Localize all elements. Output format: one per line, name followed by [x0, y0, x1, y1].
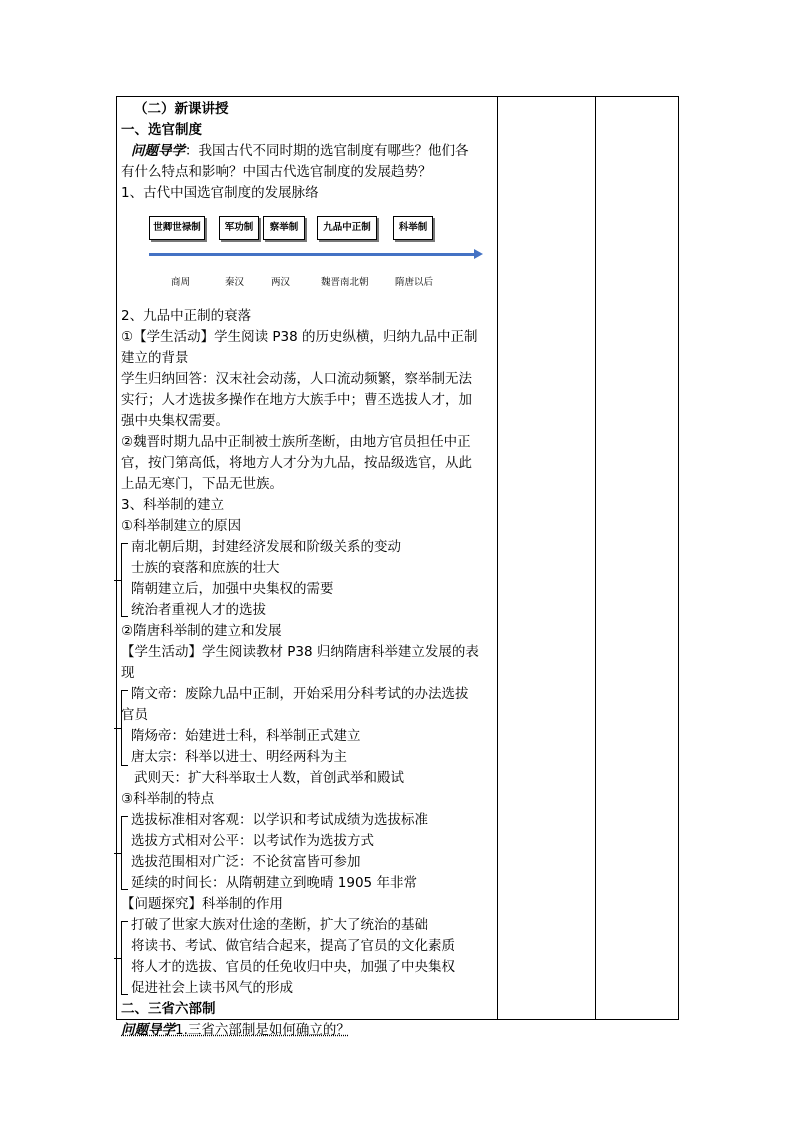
section-title: 一、选官制度	[121, 122, 202, 138]
effects-group	[121, 915, 493, 999]
list-item: 打破了世家大族对仕途的垄断，扩大了统治的基础	[131, 917, 428, 933]
list-item: 武则天：扩大科举取士人数，首创武举和殿试	[134, 770, 404, 786]
timeline-period: 秦汉	[225, 277, 245, 288]
section-title: 二、三省六部制	[121, 1001, 216, 1017]
list-item: 隋朝建立后，加强中央集权的需要	[131, 581, 334, 597]
list-item: 将读书、考试、做官结合起来，提高了官员的文化素质	[131, 938, 455, 954]
list-item: 将人才的选拔、官员的任免收归中央，加强了中央集权	[131, 959, 455, 975]
answer-text: 实行；人才选拔多操作在地方大族手中；曹丕选拔人才，加	[121, 392, 472, 408]
guide-question-cont: 有什么特点和影响？中国古代选官制度的发展趋势？	[121, 164, 432, 180]
brace-icon	[121, 690, 128, 766]
subsection-title: 2、九品中正制的衰落	[121, 308, 252, 324]
lesson-table	[116, 96, 679, 1038]
list-item: 统治者重视人才的选拔	[131, 602, 266, 618]
reasons-group	[121, 537, 493, 621]
timeline-period: 隋唐以后	[395, 277, 434, 288]
guide-label: 问题导学	[131, 143, 185, 159]
guide-question: 问题导学1.三省六部制是如何确立的？	[121, 1022, 350, 1038]
list-item: 隋炀帝：始建进士科，科举制正式建立	[131, 728, 361, 744]
list-item: 南北朝后期，封建经济发展和阶级关系的变动	[131, 539, 401, 555]
paragraph-text: 上品无寒门，下品无世族。	[121, 476, 283, 492]
list-item: 选拔范围相对广泛：不论贫富皆可参加	[131, 854, 361, 870]
timeline-box: 世卿世禄制	[149, 216, 205, 240]
activity-text: ①【学生活动】学生阅读 P38 的历史纵横，归纳九品中正制	[121, 329, 478, 345]
point-title: ③科举制的特点	[121, 791, 215, 807]
paragraph-text: 官，按门第高低，将地方人才分为九品，按品级选官，从此	[121, 455, 472, 471]
list-item: 士族的衰落和庶族的壮大	[131, 560, 280, 576]
development-group	[121, 684, 493, 789]
point-title: 【问题探究】科举制的作用	[121, 896, 283, 912]
section-heading: （二）新课讲授	[134, 101, 229, 117]
timeline-period: 魏晋南北朝	[321, 277, 369, 288]
activity-text: 【学生活动】学生阅读教材 P38 归纳隋唐科举建立发展的表	[121, 644, 479, 660]
timeline-diagram	[121, 204, 493, 306]
column-divider	[595, 97, 596, 1019]
answer-text: 学生归纳回答：汉末社会动荡，人口流动频繁，察举制无法	[121, 371, 472, 387]
activity-text: 现	[121, 665, 135, 681]
list-item: 选拔方式相对公平：以考试作为选拔方式	[131, 833, 374, 849]
features-group	[121, 810, 493, 894]
list-item: 选拔标准相对客观：以学识和考试成绩为选拔标准	[131, 812, 428, 828]
list-item: 唐太宗：科举以进士、明经两科为主	[131, 749, 347, 765]
list-item: 隋文帝：废除九品中正制，开始采用分科考试的办法选拔	[131, 686, 469, 702]
timeline-box: 九品中正制	[317, 216, 377, 240]
guide-question: 问题导学：我国古代不同时期的选官制度有哪些？他们各	[131, 143, 469, 159]
timeline-period: 两汉	[271, 277, 291, 288]
point-title: ①科举制建立的原因	[121, 518, 242, 534]
timeline-box: 军功制	[219, 216, 259, 240]
paragraph-text: ②魏晋时期九品中正制被士族所垄断，由地方官员担任中正	[121, 434, 471, 450]
column-divider	[497, 97, 498, 1019]
list-item: 官员	[121, 707, 148, 723]
brace-icon	[121, 921, 128, 995]
subsection-title: 3、科举制的建立	[121, 497, 225, 513]
answer-text: 强中央集权需要。	[121, 413, 229, 429]
brace-icon	[121, 543, 128, 617]
timeline-arrow	[149, 253, 475, 256]
subsection-title: 1、古代中国选官制度的发展脉络	[121, 185, 319, 201]
activity-text: 建立的背景	[121, 350, 189, 366]
timeline-box: 科举制	[393, 216, 433, 240]
timeline-period: 商周	[171, 277, 191, 288]
list-item: 促进社会上读书风气的形成	[131, 980, 293, 996]
brace-icon	[121, 816, 128, 890]
lesson-content	[121, 99, 493, 1041]
point-title: ②隋唐科举制的建立和发展	[121, 623, 282, 639]
list-item: 延续的时间长：从隋朝建立到晚晴 1905 年非常	[131, 875, 417, 891]
guide-label: 问题导学	[121, 1022, 175, 1038]
timeline-box: 察举制	[263, 216, 305, 240]
